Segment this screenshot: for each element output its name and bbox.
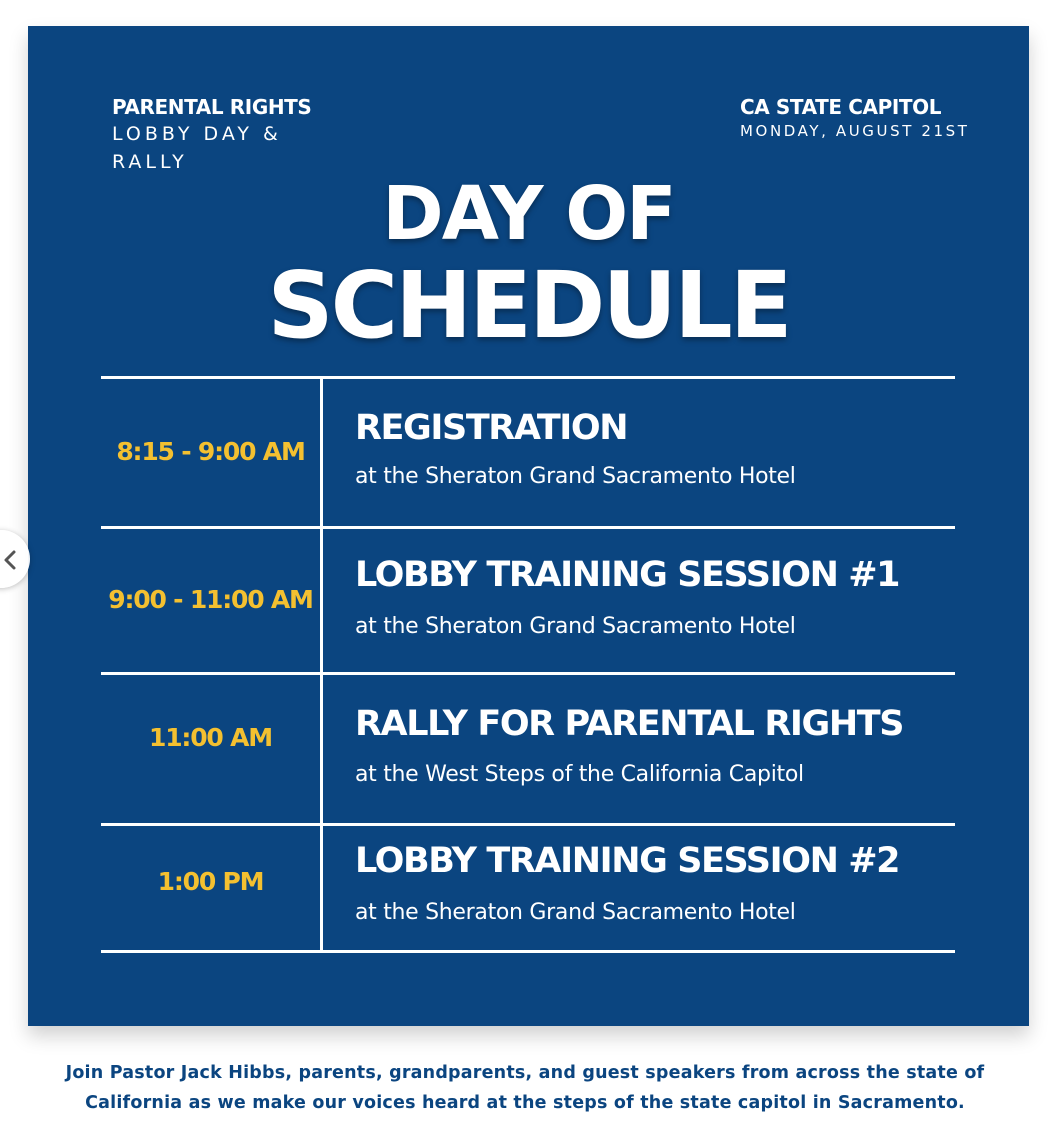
- schedule-event-location: at the West Steps of the California Capitol: [355, 762, 804, 787]
- schedule-time: 9:00 - 11:00 AM: [108, 585, 313, 614]
- event-name-subtitle: LOBBY DAY & RALLY: [112, 123, 282, 173]
- table-divider: [101, 950, 955, 953]
- footer-description: [0, 1058, 1050, 1118]
- footer-line-2: California as we make our voices heard at the steps of the state capitol in Sacramento.: [85, 1093, 965, 1113]
- table-divider: [101, 672, 955, 675]
- schedule-event-location: at the Sheraton Grand Sacramento Hotel: [355, 464, 796, 489]
- event-name-bold: PARENTAL RIGHTS: [112, 95, 312, 119]
- venue-date-header: [740, 94, 970, 142]
- chevron-left-icon: [2, 549, 18, 571]
- schedule-event-title: LOBBY TRAINING SESSION #1: [355, 555, 900, 595]
- schedule-time: 8:15 - 9:00 AM: [116, 437, 305, 466]
- schedule-time: 1:00 PM: [157, 867, 264, 896]
- schedule-event-title: REGISTRATION: [355, 408, 628, 448]
- table-divider: [101, 526, 955, 529]
- title-schedule: SCHEDULE: [267, 252, 790, 359]
- footer-line-1: Join Pastor Jack Hibbs, parents, grandparents, and guest speakers from across the state of: [65, 1063, 985, 1083]
- event-date: MONDAY, AUGUST 21ST: [740, 122, 970, 140]
- title-day-of: DAY OF: [382, 171, 675, 257]
- schedule-event-location: at the Sheraton Grand Sacramento Hotel: [355, 900, 796, 925]
- table-divider: [101, 823, 955, 826]
- schedule-event-title: RALLY FOR PARENTAL RIGHTS: [355, 704, 904, 744]
- table-column-divider: [320, 376, 323, 952]
- venue-name: CA STATE CAPITOL: [740, 95, 942, 119]
- schedule-event-title: LOBBY TRAINING SESSION #2: [355, 841, 900, 881]
- schedule-event-location: at the Sheraton Grand Sacramento Hotel: [355, 614, 796, 639]
- previous-slide-button[interactable]: [0, 530, 30, 588]
- schedule-time: 11:00 AM: [149, 723, 272, 752]
- table-divider: [101, 376, 955, 379]
- schedule-card: [28, 26, 1029, 1026]
